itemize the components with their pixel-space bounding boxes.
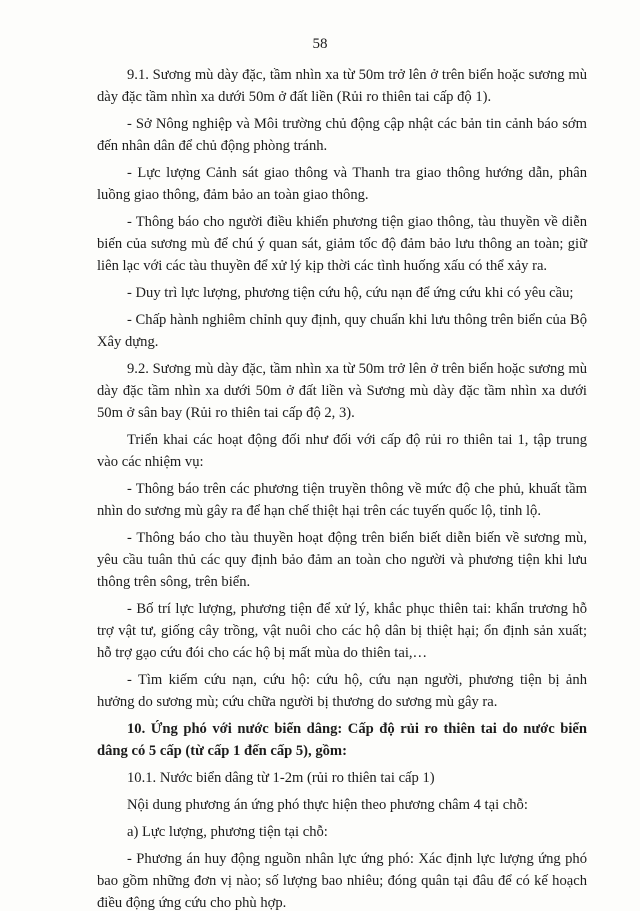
paragraph-traffic-police: - Lực lượng Cảnh sát giao thông và Thanh tra giao thông hướng dẫn, phân luồng giao thông, đảm bảo an toàn giao thông. [97, 165, 587, 203]
paragraph-response-content: Nội dung phương án ứng phó thực hiện theo phương châm 4 tại chỗ: [127, 797, 528, 813]
paragraph-9-2-heading: 9.2. Sương mù dày đặc, tầm nhìn xa từ 50m trở lên ở trên biển hoặc sương mù dày đặc tầm nhìn xa dưới 50m ở đất liền và Sương mù dày đặc tầm nhìn xa dưới 50m ở sân bay (Rủi ro thiên tai cấp độ 2, 3). [97, 361, 587, 421]
paragraph-notify-ships: - Thông báo cho tàu thuyền hoạt động trên biển biết diễn biến về sương mù, yêu cầu tuân thủ các quy định bảo đảm an toàn cho người và phương tiện khi lưu thông trên sông, trên biển. [97, 530, 587, 590]
paragraph-comply-regulations: - Chấp hành nghiêm chỉnh quy định, quy chuẩn khi lưu thông trên biển của Bộ Xây dựng. [97, 312, 587, 350]
document-body [97, 64, 587, 919]
paragraph-local-forces: a) Lực lượng, phương tiện tại chỗ: [127, 824, 328, 840]
paragraph-rescue-forces: - Duy trì lực lượng, phương tiện cứu hộ, cứu nạn để ứng cứu khi có yêu cầu; [127, 285, 574, 301]
paragraph-mobilization-plan: - Phương án huy động nguồn nhân lực ứng phó: Xác định lực lượng ứng phó bao gồm những đơn vị nào; số lượng bao nhiêu; đóng quân tại đâu để có kế hoạch điều động ứng cứu cho phù hợp. [97, 851, 587, 911]
paragraph-warning-bulletins: - Sở Nông nghiệp và Môi trường chủ động cập nhật các bản tin cảnh báo sớm đến nhân dân để chủ động phòng tránh. [97, 116, 587, 154]
paragraph-arrange-forces: - Bố trí lực lượng, phương tiện để xử lý, khắc phục thiên tai: khẩn trương hỗ trợ vật tư, giống cây trồng, vật nuôi cho các hộ dân bị thiệt hại; ổn định sản xuất; hỗ trợ gạo cứu đói cho các hộ bị mất mùa do thiên tai,… [97, 601, 587, 661]
paragraph-10-1-heading: 10.1. Nước biển dâng từ 1-2m (rủi ro thiên tai cấp 1) [127, 770, 435, 786]
paragraph-notify-vehicles: - Thông báo cho người điều khiển phương tiện giao thông, tàu thuyền về diễn biến của sương mù để chú ý quan sát, giảm tốc độ đảm bảo lưu thông an toàn; giữ liên lạc với các tàu thuyền để xử lý kịp thời các tình huống xấu có thể xảy ra. [97, 214, 587, 274]
page-number: 58 [312, 36, 328, 52]
paragraph-search-rescue: - Tìm kiếm cứu nạn, cứu hộ: cứu hộ, cứu nạn người, phương tiện bị ảnh hưởng do sương mù; cứu chữa người bị thương do sương mù gây ra. [97, 672, 587, 710]
paragraph-deploy-activities: Triển khai các hoạt động đối như đối với cấp độ rủi ro thiên tai 1, tập trung vào các nhiệm vụ: [97, 432, 587, 470]
section-10-heading: 10. Ứng phó với nước biển dâng: Cấp độ rủi ro thiên tai do nước biển dâng có 5 cấp (từ cấp 1 đến cấp 5), gồm: [97, 721, 587, 759]
paragraph-9-1-heading: 9.1. Sương mù dày đặc, tầm nhìn xa từ 50m trở lên ở trên biển hoặc sương mù dày đặc tầm nhìn xa dưới 50m ở đất liền (Rủi ro thiên tai cấp độ 1). [97, 67, 587, 105]
paragraph-media-announcement: - Thông báo trên các phương tiện truyền thông về mức độ che phủ, khuất tầm nhìn do sương mù gây ra để hạn chế thiệt hại trên các tuyến quốc lộ, tỉnh lộ. [97, 481, 587, 519]
